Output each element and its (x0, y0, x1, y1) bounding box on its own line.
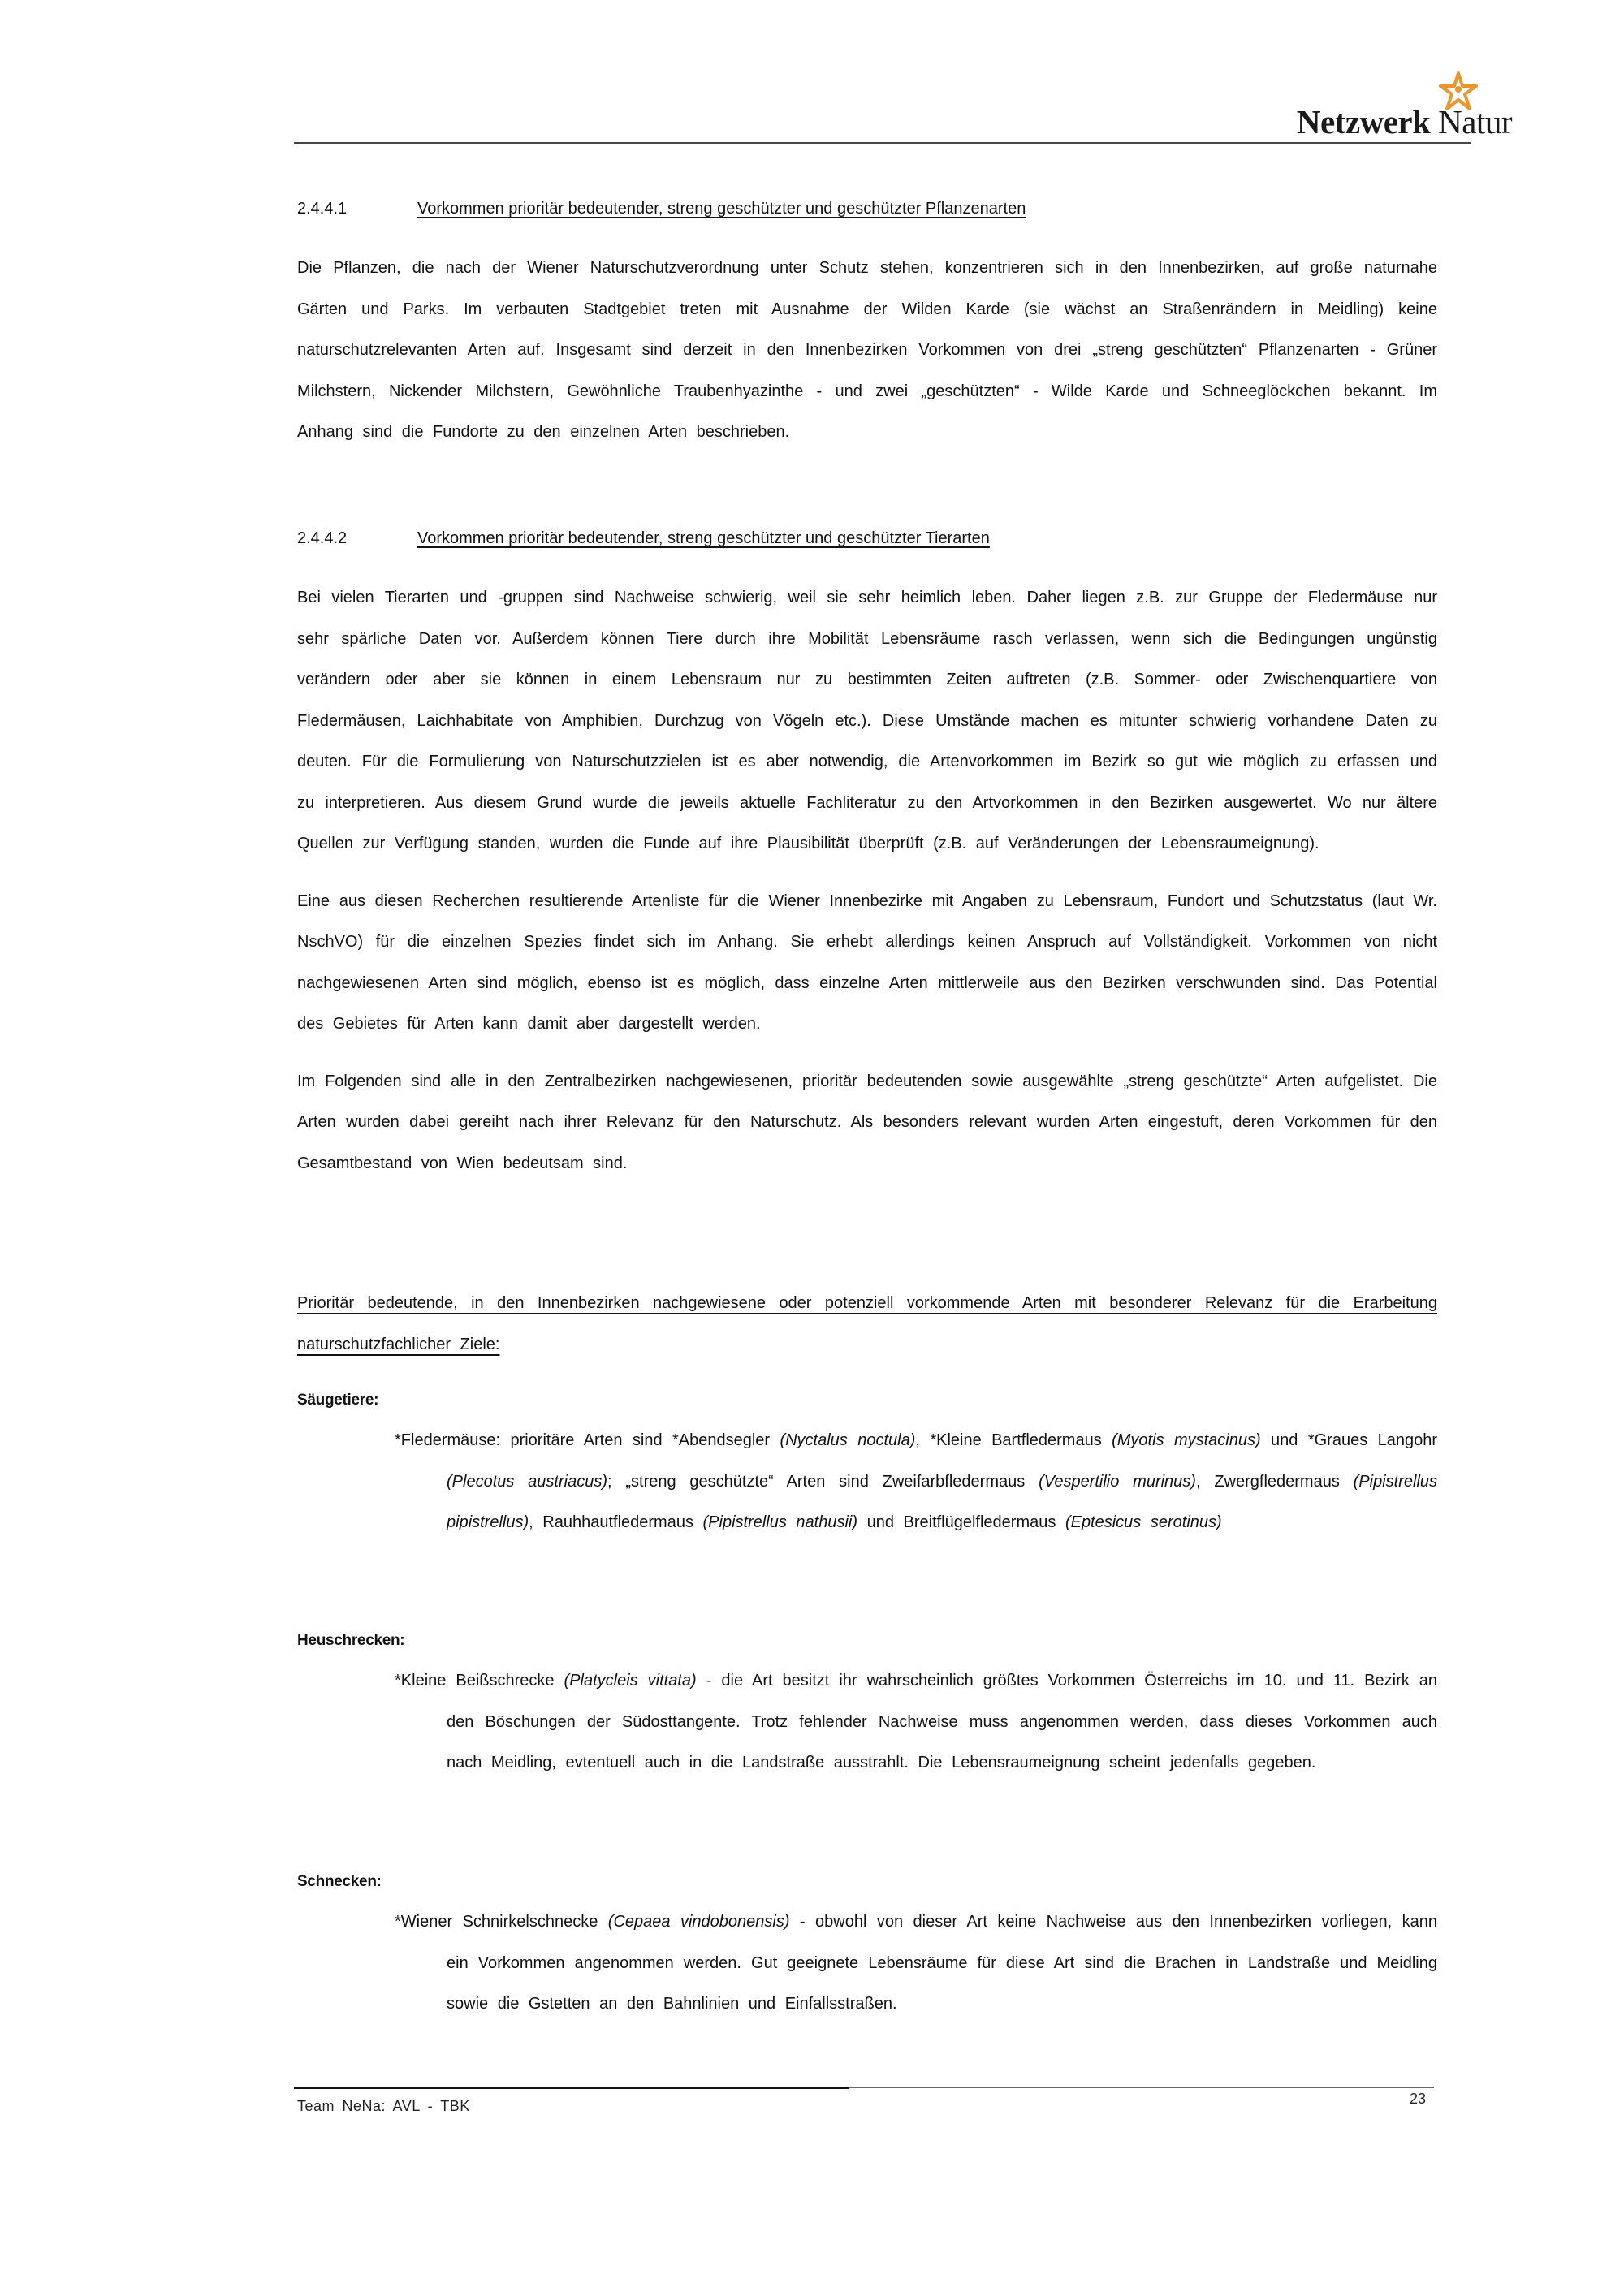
priority-list-title: Prioritär bedeutende, in den Innenbezirken nachgewiesene oder potenziell vorkommende Arten mit besonderer Relevanz für die Erarbeitung naturschutzfachlicher Ziele: (297, 1294, 1437, 1353)
category-label-grasshoppers: Heuschrecken: (297, 1632, 405, 1649)
paragraph: Eine aus diesen Recherchen resultierende Artenliste für die Wiener Innenbezirke mit Angaben zu Lebensraum, Fundort und Schutzstatus (laut Wr. NschVO) für die einzelnen Spezies findet sich im Anhang. Sie erhebt allerdings keinen Anspruch auf Vollständigkeit. Vorkommen von nicht nachgewiesenen Arten sind möglich, ebenso ist es möglich, dass einzelne Arten mittlerweile aus den Bezirken verschwunden sind. Das Potential des Gebietes für Arten kann damit aber dargestellt werden. (297, 891, 1437, 1033)
paragraph: Bei vielen Tierarten und -gruppen sind Nachweise schwierig, weil sie sehr heimlich leben. Daher liegen z.B. zur Gruppe der Fledermäuse nur sehr spärliche Daten vor. Außerdem können Tiere durch ihre Mobilität Lebensräume rasch verlassen, wenn sich die Bedingungen ungünstig verändern oder aber sie können in einem Lebensraum nur zu bestimmten Zeiten auftreten (z.B. Sommer- oder Zwischenquartiere von Fledermäusen, Laichhabitate von Amphibien, Durchzug von Vögeln etc.). Diese Umstände machen es mitunter schwierig vorhandene Daten zu deuten. Für die Formulierung von Naturschutzzielen ist es aber notwendig, die Artenvorkommen im Bezirk so gut wie möglich zu erfassen und zu interpretieren. Aus diesem Grund wurde die jeweils aktuelle Fachliteratur zu den Artvorkommen in den Bezirken ausgewertet. Wo nur ältere Quellen zur Verfügung standen, wurden die Funde auf ihre Plausibilität überprüft (z.B. auf Veränderungen der Lebensraumeignung). (297, 589, 1437, 852)
section-number: 2.4.4.2 (297, 529, 348, 547)
species-name: (Cepaea vindobonensis) (607, 1913, 790, 1931)
species-name: (Pipistrellus nathusii) (702, 1513, 858, 1531)
footer-divider-bold (294, 2087, 849, 2089)
text-segment: und Breitflügelfledermaus (857, 1513, 1065, 1531)
netzwerk-natur-logo (1252, 71, 1512, 141)
text-segment: *Kleine Beißschrecke (395, 1672, 564, 1690)
header-divider (294, 142, 1471, 144)
text-segment: , Zwergfledermaus (1195, 1472, 1354, 1491)
species-name: (Vespertilio murinus) (1039, 1472, 1196, 1491)
text-segment: , Rauhhautfledermaus (529, 1513, 703, 1531)
text-segment: und *Graues Langohr (1260, 1431, 1437, 1449)
footer-team: Team NeNa: AVL - TBK (297, 2098, 470, 2114)
priority-list-title-block (297, 1283, 1437, 1365)
list-item-grasshopper (395, 1660, 1437, 1784)
section-title: Vorkommen prioritär bedeutender, streng geschützter und geschützter Tierarten (417, 529, 990, 547)
category-label-mammals: Säugetiere: (297, 1392, 379, 1409)
text-segment: - die Art besitzt ihr wahrscheinlich größtes Vorkommen Österreichs im 10. und 11. Bezirk an den Böschungen der Südosttangente. Trotz fehlender Nachweise muss angenommen werden, dass dieses Vorkommen auch nach Meidling, evtentuell auch in die Landstraße ausstrahlt. Die Lebensraumeignung scheint jedenfalls gegeben. (447, 1672, 1437, 1772)
text-segment: ; „streng geschützte“ Arten sind Zweifarbfledermaus (607, 1472, 1039, 1491)
text-segment: , *Kleine Bartfledermaus (915, 1431, 1112, 1449)
section-plants-body (297, 248, 1437, 453)
species-name: (Platycleis vittata) (564, 1672, 697, 1690)
section-heading-plants (297, 200, 1026, 218)
species-name: (Myotis mystacinus) (1112, 1431, 1261, 1449)
section-heading-animals (297, 529, 990, 548)
page-number: 23 (1410, 2091, 1427, 2107)
species-name: (Eptesicus serotinus) (1065, 1513, 1222, 1531)
paragraph: Die Pflanzen, die nach der Wiener Naturschutzverordnung unter Schutz stehen, konzentrieren sich in den Innenbezirken, auf große naturnahe Gärten und Parks. Im verbauten Stadtgebiet treten mit Ausnahme der Wilden Karde (sie wächst an Straßenrändern in Meidling) keine naturschutzrelevanten Arten auf. Insgesamt sind derzeit in den Innenbezirken Vorkommen von drei „streng geschützten“ Pflanzenarten - Grüner Milchstern, Nickender Milchstern, Gewöhnliche Traubenhyazinthe - und zwei „geschützten“ - Wilde Karde und Schneeglöckchen bekannt. Im Anhang sind die Fundorte zu den einzelnen Arten beschrieben. (297, 259, 1437, 441)
footer-divider-thin (849, 2087, 1434, 2088)
list-item-snail (395, 1901, 1437, 2025)
paragraph: Im Folgenden sind alle in den Zentralbezirken nachgewiesenen, prioritär bedeutenden sowie ausgewählte „streng geschützte“ Arten aufgelistet. Die Arten wurden dabei gereiht nach ihrer Relevanz für den Naturschutz. Als besonders relevant wurden Arten eingestuft, deren Vorkommen für den Gesamtbestand von Wien bedeutsam sind. (297, 1072, 1437, 1172)
section-title: Vorkommen prioritär bedeutender, streng geschützter und geschützter Pflanzenarten (417, 200, 1026, 218)
logo-bold-text: Netzwerk (1296, 103, 1431, 140)
species-name: (Plecotus austriacus) (447, 1472, 607, 1491)
section-number: 2.4.4.1 (297, 200, 348, 218)
text-segment: - obwohl von dieser Art keine Nachweise aus den Innenbezirken vorliegen, kann ein Vorkommen angenommen werden. Gut geeignete Lebensräume für diese Art sind die Brachen in Landstraße und Meidling sowie die Gstetten an den Bahnlinien und Einfallsstraßen. (447, 1913, 1438, 2013)
list-item-bats (395, 1420, 1437, 1543)
text-segment: *Fledermäuse: prioritäre Arten sind *Abendsegler (395, 1431, 780, 1449)
section-animals-body (297, 577, 1437, 1184)
category-label-snails: Schnecken: (297, 1873, 382, 1890)
logo-wordmark (1297, 102, 1512, 141)
logo-regular-text: Natur (1438, 103, 1512, 140)
species-name: (Nyctalus noctula) (780, 1431, 916, 1449)
text-segment: *Wiener Schnirkelschnecke (395, 1913, 608, 1931)
species-name: (Pipistrellus pipistrellus) (447, 1472, 1438, 1531)
